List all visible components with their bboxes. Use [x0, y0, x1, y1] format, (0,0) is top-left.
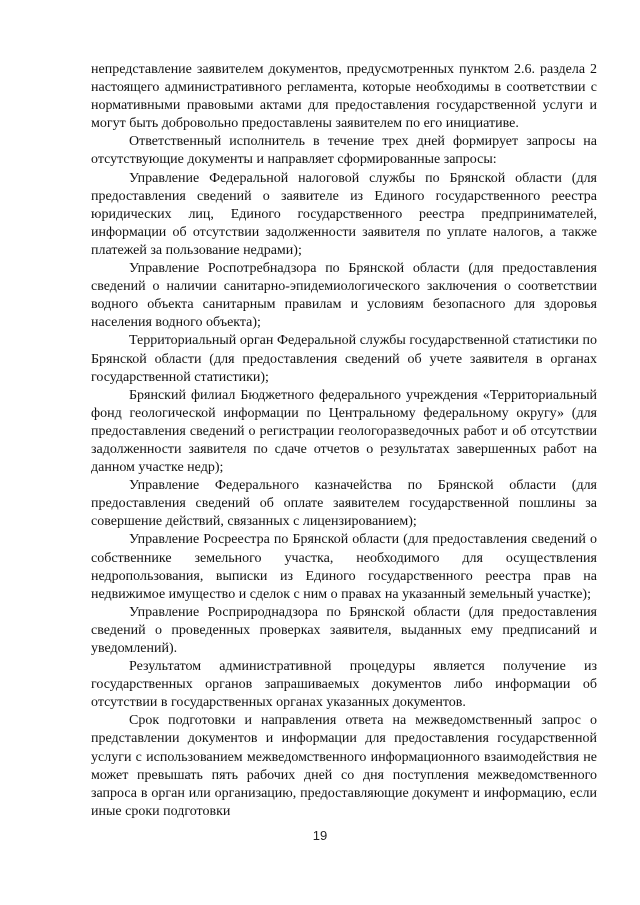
paragraph-treasury: Управление Федерального казначейства по Брянской области (для предоставления сведений об оплате заявителем государственной пошлины за совершение действий, связанных с лицензированием);	[91, 478, 597, 530]
paragraph-rosprirodnadzor: Управление Росприроднадзора по Брянской области (для предоставления сведений о проведенных проверках заявителя, выданных ему предписаний и уведомлений).	[91, 604, 597, 656]
paragraph-statistics: Территориальный орган Федеральной службы государственной статистики по Брянской области (для предоставления сведений об учете заявителя в органах государственной статистики);	[91, 333, 597, 385]
paragraph-tax-service: Управление Федеральной налоговой службы по Брянской области (для предоставления сведений о заявителе из Единого государственного реестра юридических лиц, Единого государственного реестра предпринимателей, информации об отсутствии задолженности заявителя по уплате налогов, а также платежей за пользование недрами);	[91, 170, 597, 258]
paragraph-rosreestr: Управление Росреестра по Брянской области (для предоставления сведений о собственнике земельного участка, необходимого для осуществления недропользования, выписки из Единого государственного реестра прав на недвижимое имущество и сделок с ним о правах на указанный земельный участке);	[91, 532, 597, 602]
paragraph-procedure-result: Результатом административной процедуры является получение из государственных органов запрашиваемых документов либо информации об отсутствии в государственных органах указанных документов.	[91, 659, 597, 711]
paragraph-continuation: непредставление заявителем документов, предусмотренных пунктом 2.6. раздела 2 настоящего административного регламента, которые необходимы в соответствии с нормативными правовыми актами для предоставления государственной услуги и могут быть добровольно предоставлены заявителем по его инициативе.	[91, 62, 597, 132]
paragraph-geological-fund: Брянский филиал Бюджетного федерального учреждения «Территориальный фонд геологической информации по Центральному федеральному округу» (для предоставления сведений о регистрации геологоразведочных работ и об отсутствии задолженности заявителя по сдаче отчетов о результатах завершенных работ на данном участке недр);	[91, 387, 597, 476]
document-body	[91, 61, 597, 821]
paragraph-response-deadline: Срок подготовки и направления ответа на межведомственный запрос о представлении документов и информации для предоставления государственной услуги с использованием межведомственного информационного взаимодействия не может превышать пять рабочих дней со дня поступления межведомственного запроса в орган или организацию, предоставляющие документ и информацию, если иные сроки подготовки	[91, 713, 597, 819]
page-number: 19	[312, 828, 328, 843]
paragraph-requests-intro: Ответственный исполнитель в течение трех дней формирует запросы на отсутствующие документы и направляет сформированные запросы:	[91, 134, 597, 168]
paragraph-rospotrebnadzor: Управление Роспотребнадзора по Брянской области (для предоставления сведений о наличии санитарно-эпидемиологического заключения о соответствии водного объекта санитарным правилам и условиям безопасного для здоровья населения водного объекта);	[91, 261, 597, 331]
